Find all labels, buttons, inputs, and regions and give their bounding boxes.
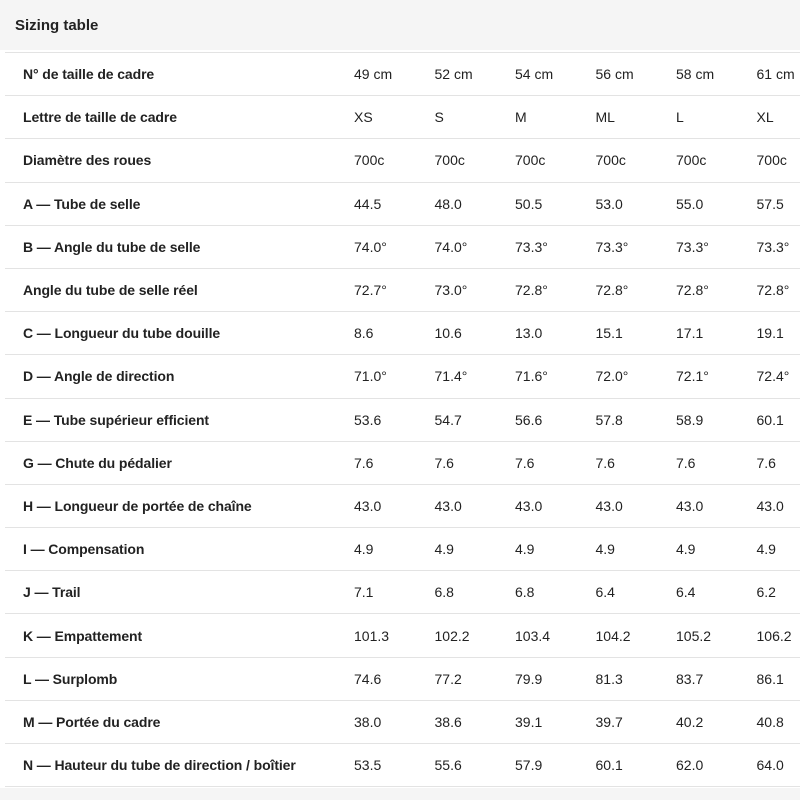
cell-value: 4.9: [515, 541, 535, 558]
cell-value: 6.4: [595, 584, 615, 601]
table-cell: [657, 614, 738, 657]
table-row: [5, 96, 800, 139]
table-header-bar: [0, 0, 800, 50]
cell-value: 104.2: [595, 627, 631, 644]
cell-value: 700c: [515, 152, 546, 169]
table-cell: [577, 182, 658, 225]
table-cell: [416, 744, 497, 787]
table-cell: [738, 312, 800, 355]
table-cell: [416, 182, 497, 225]
table-cell: [738, 355, 800, 398]
row-label: J — Trail: [5, 571, 335, 614]
cell-value: 73.3°: [595, 238, 629, 255]
cell-value: 700c: [434, 152, 465, 169]
table-cell: [335, 139, 416, 182]
table-cell: [335, 355, 416, 398]
table-cell: [738, 528, 800, 571]
table-row: [5, 528, 800, 571]
table-row: [5, 398, 800, 441]
cell-value: 7.6: [595, 454, 615, 471]
table-cell: [335, 96, 416, 139]
cell-value: 15.1: [595, 325, 623, 342]
table-cell: [657, 398, 738, 441]
row-label: C — Longueur du tube douille: [5, 312, 335, 355]
table-row: [5, 268, 800, 311]
table-cell: [577, 614, 658, 657]
cell-value: 79.9: [515, 670, 543, 687]
cell-value: 73.3°: [756, 238, 790, 255]
table-cell: [657, 312, 738, 355]
cell-value: 54.7: [434, 411, 462, 428]
table-cell: [577, 312, 658, 355]
cell-value: 700c: [676, 152, 707, 169]
table-cell: [335, 700, 416, 743]
cell-value: 81.3: [595, 670, 623, 687]
table-cell: [738, 571, 800, 614]
table-cell: [335, 53, 416, 96]
cell-value: 700c: [595, 152, 626, 169]
cell-value: 19.1: [756, 325, 784, 342]
cell-value: XL: [756, 109, 774, 126]
cell-value: 72.8°: [595, 282, 629, 299]
table-cell: [496, 657, 577, 700]
cell-value: 60.1: [756, 411, 784, 428]
table-cell: [738, 614, 800, 657]
row-label: K — Empattement: [5, 614, 335, 657]
row-label: N — Hauteur du tube de direction / boîtier: [5, 744, 335, 787]
cell-value: 7.1: [354, 584, 374, 601]
cell-value: 72.8°: [756, 282, 790, 299]
cell-value: 4.9: [756, 541, 776, 558]
cell-value: 56.6: [515, 411, 543, 428]
row-label: H — Longueur de portée de chaîne: [5, 484, 335, 527]
cell-value: 62.0: [676, 757, 704, 774]
table-row: [5, 484, 800, 527]
cell-value: 71.0°: [354, 368, 387, 385]
cell-value: 74.0°: [354, 238, 387, 255]
table-cell: [657, 225, 738, 268]
table-cell: [657, 657, 738, 700]
cell-value: 77.2: [434, 670, 462, 687]
cell-value: 4.9: [354, 541, 374, 558]
row-label: G — Chute du pédalier: [5, 441, 335, 484]
cell-value: 57.8: [595, 411, 623, 428]
table-cell: [738, 744, 800, 787]
table-row: [5, 657, 800, 700]
cell-value: 6.2: [756, 584, 776, 601]
table-cell: [496, 53, 577, 96]
row-label: Lettre de taille de cadre: [5, 96, 335, 139]
table-cell: [496, 571, 577, 614]
cell-value: 60.1: [595, 757, 623, 774]
table-row: [5, 744, 800, 787]
table-cell: [416, 441, 497, 484]
cell-value: 4.9: [595, 541, 615, 558]
table-cell: [496, 139, 577, 182]
table-cell: [496, 484, 577, 527]
table-cell: [416, 225, 497, 268]
table-cell: [496, 355, 577, 398]
sizing-table-body: [5, 53, 800, 787]
cell-value: 74.6: [354, 670, 382, 687]
cell-value: 71.6°: [515, 368, 548, 385]
table-cell: [577, 139, 658, 182]
table-cell: [657, 700, 738, 743]
table-cell: [496, 182, 577, 225]
table-cell: [657, 528, 738, 571]
cell-value: 13.0: [515, 325, 543, 342]
cell-value: 39.7: [595, 713, 623, 730]
cell-value: 700c: [354, 152, 385, 169]
cell-value: 7.6: [354, 454, 374, 471]
cell-value: 43.0: [515, 497, 543, 514]
cell-value: 64.0: [756, 757, 784, 774]
cell-value: 44.5: [354, 195, 382, 212]
table-cell: [738, 700, 800, 743]
table-cell: [738, 182, 800, 225]
table-cell: [416, 657, 497, 700]
cell-value: 7.6: [676, 454, 696, 471]
cell-value: 106.2: [756, 627, 792, 644]
row-label: E — Tube supérieur efficient: [5, 398, 335, 441]
cell-value: 43.0: [434, 497, 462, 514]
cell-value: 700c: [756, 152, 787, 169]
table-cell: [416, 53, 497, 96]
cell-value: 72.1°: [676, 368, 709, 385]
table-row: [5, 225, 800, 268]
cell-value: XS: [354, 109, 373, 126]
table-cell: [416, 398, 497, 441]
row-label: B — Angle du tube de selle: [5, 225, 335, 268]
cell-value: 73.3°: [676, 238, 709, 255]
cell-value: 72.4°: [756, 368, 790, 385]
table-cell: [335, 614, 416, 657]
cell-value: 7.6: [756, 454, 776, 471]
cell-value: 53.0: [595, 195, 623, 212]
table-cell: [577, 53, 658, 96]
table-cell: [416, 96, 497, 139]
table-cell: [496, 268, 577, 311]
cell-value: 72.8°: [676, 282, 709, 299]
table-row: [5, 614, 800, 657]
cell-value: 43.0: [595, 497, 623, 514]
cell-value: 56 cm: [595, 66, 634, 83]
cell-value: 55.0: [676, 195, 704, 212]
table-cell: [416, 355, 497, 398]
bottom-strip: [0, 788, 800, 800]
table-cell: [577, 700, 658, 743]
cell-value: 74.0°: [434, 238, 468, 255]
table-cell: [657, 182, 738, 225]
cell-value: L: [676, 109, 684, 126]
table-cell: [577, 571, 658, 614]
cell-value: 71.4°: [434, 368, 468, 385]
table-cell: [335, 312, 416, 355]
table-row: [5, 355, 800, 398]
row-label: D — Angle de direction: [5, 355, 335, 398]
cell-value: 6.8: [434, 584, 454, 601]
table-cell: [416, 484, 497, 527]
table-cell: [416, 614, 497, 657]
table-row: [5, 53, 800, 96]
table-row: [5, 571, 800, 614]
table-cell: [335, 225, 416, 268]
cell-value: 55.6: [434, 757, 462, 774]
table-cell: [657, 571, 738, 614]
table-cell: [416, 571, 497, 614]
table-cell: [335, 744, 416, 787]
table-cell: [416, 268, 497, 311]
cell-value: 7.6: [434, 454, 454, 471]
table-cell: [496, 225, 577, 268]
table-cell: [577, 268, 658, 311]
table-cell: [335, 398, 416, 441]
cell-value: 58.9: [676, 411, 704, 428]
cell-value: 38.0: [354, 713, 382, 730]
cell-value: 6.4: [676, 584, 696, 601]
table-row: [5, 441, 800, 484]
cell-value: 53.6: [354, 411, 382, 428]
table-cell: [335, 182, 416, 225]
table-cell: [657, 441, 738, 484]
table-cell: [577, 225, 658, 268]
table-cell: [496, 700, 577, 743]
row-label: Diamètre des roues: [5, 139, 335, 182]
cell-value: 48.0: [434, 195, 462, 212]
table-cell: [657, 139, 738, 182]
table-cell: [496, 744, 577, 787]
cell-value: 7.6: [515, 454, 535, 471]
table-cell: [416, 528, 497, 571]
table-cell: [416, 312, 497, 355]
table-cell: [496, 528, 577, 571]
table-cell: [577, 484, 658, 527]
cell-value: 73.3°: [515, 238, 548, 255]
table-cell: [738, 268, 800, 311]
table-cell: [657, 268, 738, 311]
table-cell: [496, 614, 577, 657]
cell-value: 10.6: [434, 325, 462, 342]
cell-value: 102.2: [434, 627, 470, 644]
cell-value: 83.7: [676, 670, 704, 687]
table-cell: [496, 312, 577, 355]
cell-value: 8.6: [354, 325, 374, 342]
cell-value: 73.0°: [434, 282, 468, 299]
cell-value: ML: [595, 109, 615, 126]
cell-value: 58 cm: [676, 66, 715, 83]
cell-value: 54 cm: [515, 66, 554, 83]
table-cell: [335, 528, 416, 571]
cell-value: 50.5: [515, 195, 543, 212]
cell-value: 17.1: [676, 325, 704, 342]
cell-value: 72.8°: [515, 282, 548, 299]
table-cell: [738, 398, 800, 441]
table-cell: [335, 484, 416, 527]
table-cell: [738, 225, 800, 268]
table-cell: [657, 53, 738, 96]
cell-value: 72.0°: [595, 368, 629, 385]
cell-value: M: [515, 109, 527, 126]
cell-value: 101.3: [354, 627, 390, 644]
table-cell: [335, 441, 416, 484]
cell-value: 103.4: [515, 627, 551, 644]
cell-value: 38.6: [434, 713, 462, 730]
cell-value: 53.5: [354, 757, 382, 774]
table-cell: [496, 96, 577, 139]
table-cell: [335, 268, 416, 311]
table-cell: [657, 484, 738, 527]
table-cell: [657, 96, 738, 139]
cell-value: S: [434, 109, 444, 126]
cell-value: 40.2: [676, 713, 704, 730]
row-label: L — Surplomb: [5, 657, 335, 700]
cell-value: 105.2: [676, 627, 712, 644]
table-cell: [577, 96, 658, 139]
table-cell: [738, 53, 800, 96]
cell-value: 40.8: [756, 713, 784, 730]
table-cell: [577, 744, 658, 787]
table-cell: [577, 441, 658, 484]
row-label: A — Tube de selle: [5, 182, 335, 225]
table-cell: [577, 528, 658, 571]
table-cell: [738, 96, 800, 139]
table-row: [5, 312, 800, 355]
table-row: [5, 700, 800, 743]
table-row: [5, 139, 800, 182]
cell-value: 4.9: [434, 541, 454, 558]
table-cell: [577, 398, 658, 441]
table-cell: [738, 657, 800, 700]
cell-value: 86.1: [756, 670, 784, 687]
table-title: Sizing table: [15, 16, 99, 34]
table-cell: [738, 139, 800, 182]
table-cell: [416, 139, 497, 182]
cell-value: 43.0: [756, 497, 784, 514]
cell-value: 52 cm: [434, 66, 473, 83]
sizing-table: [5, 52, 800, 787]
table-cell: [335, 571, 416, 614]
table-row: [5, 182, 800, 225]
table-cell: [738, 441, 800, 484]
table-cell: [577, 657, 658, 700]
table-cell: [657, 355, 738, 398]
row-label: I — Compensation: [5, 528, 335, 571]
cell-value: 43.0: [354, 497, 382, 514]
cell-value: 43.0: [676, 497, 704, 514]
cell-value: 4.9: [676, 541, 696, 558]
cell-value: 72.7°: [354, 282, 387, 299]
row-label: M — Portée du cadre: [5, 700, 335, 743]
cell-value: 39.1: [515, 713, 543, 730]
table-cell: [416, 700, 497, 743]
row-label: N° de taille de cadre: [5, 53, 335, 96]
table-cell: [496, 398, 577, 441]
cell-value: 61 cm: [756, 66, 795, 83]
cell-value: 57.9: [515, 757, 543, 774]
table-cell: [335, 657, 416, 700]
table-cell: [657, 744, 738, 787]
table-cell: [738, 484, 800, 527]
table-cell: [577, 355, 658, 398]
cell-value: 49 cm: [354, 66, 393, 83]
table-cell: [496, 441, 577, 484]
cell-value: 57.5: [756, 195, 784, 212]
cell-value: 6.8: [515, 584, 535, 601]
row-label: Angle du tube de selle réel: [5, 268, 335, 311]
